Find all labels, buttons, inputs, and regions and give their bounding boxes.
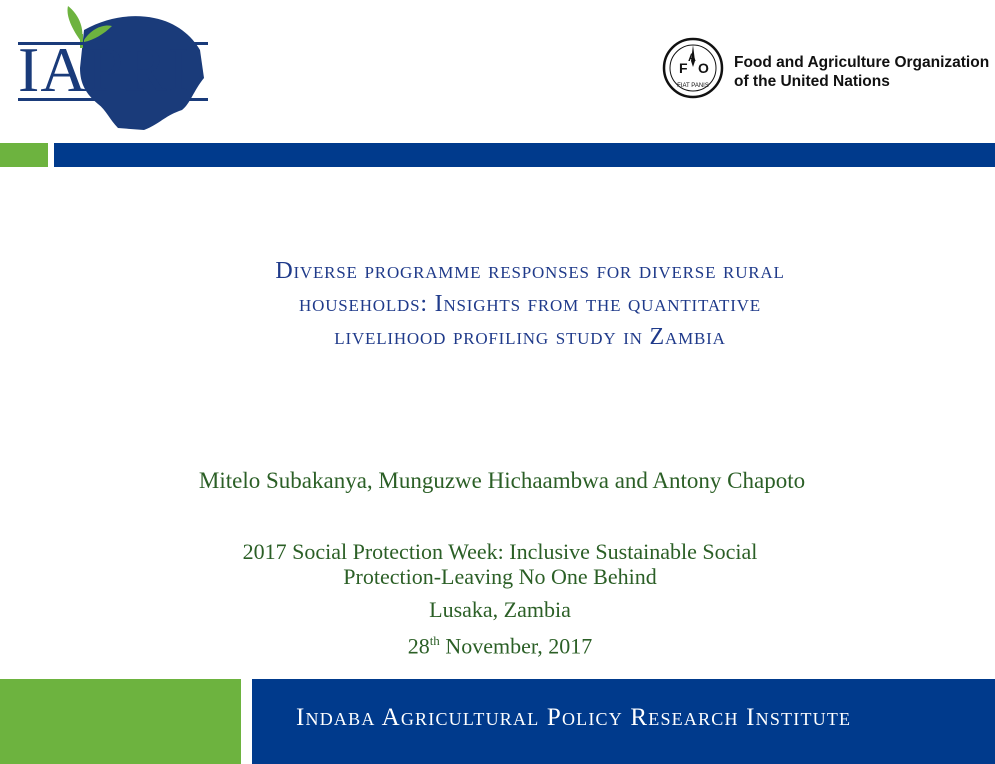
date-suffix: th (429, 633, 440, 648)
fao-emblem-letter-a: A (688, 52, 696, 64)
presentation-date (0, 633, 995, 659)
authors: Mitelo Subakanya, Munguzwe Hichaambwa and Antony Chapoto (198, 468, 806, 493)
title-line-3: livelihood profiling study in Zambia (334, 324, 726, 350)
event-line-1: 2017 Social Protection Week: Inclusive Sustainable Social (242, 539, 758, 564)
date-day: 28 (407, 633, 430, 659)
title-line-1: Diverse programme responses for diverse rural (275, 258, 785, 284)
fao-name-line2: of the United Nations (734, 73, 890, 90)
location: Lusaka, Zambia (429, 597, 571, 622)
title-line-2: households: Insights from the quantitative (299, 291, 761, 317)
top-blue-bar (54, 143, 995, 167)
event-name (0, 539, 995, 589)
fao-name-line1: Food and Agriculture Organization (734, 54, 990, 71)
event-line-2: Protection-Leaving No One Behind (343, 564, 657, 589)
fao-organization-name (734, 53, 989, 91)
fao-emblem-letter-o: O (698, 60, 709, 76)
fao-motto: FIAT PANIS (677, 83, 709, 89)
top-green-bar (0, 143, 48, 167)
fao-emblem (662, 37, 724, 99)
date-rest: November, 2017 (439, 633, 593, 659)
slide-title (130, 255, 930, 354)
iapri-logo-text: IAPRI (18, 34, 191, 105)
fao-emblem-letter-f: F (679, 60, 688, 76)
footer-green-block (0, 679, 241, 764)
institute-name: Indaba Agricultural Policy Research Institute (296, 704, 852, 731)
